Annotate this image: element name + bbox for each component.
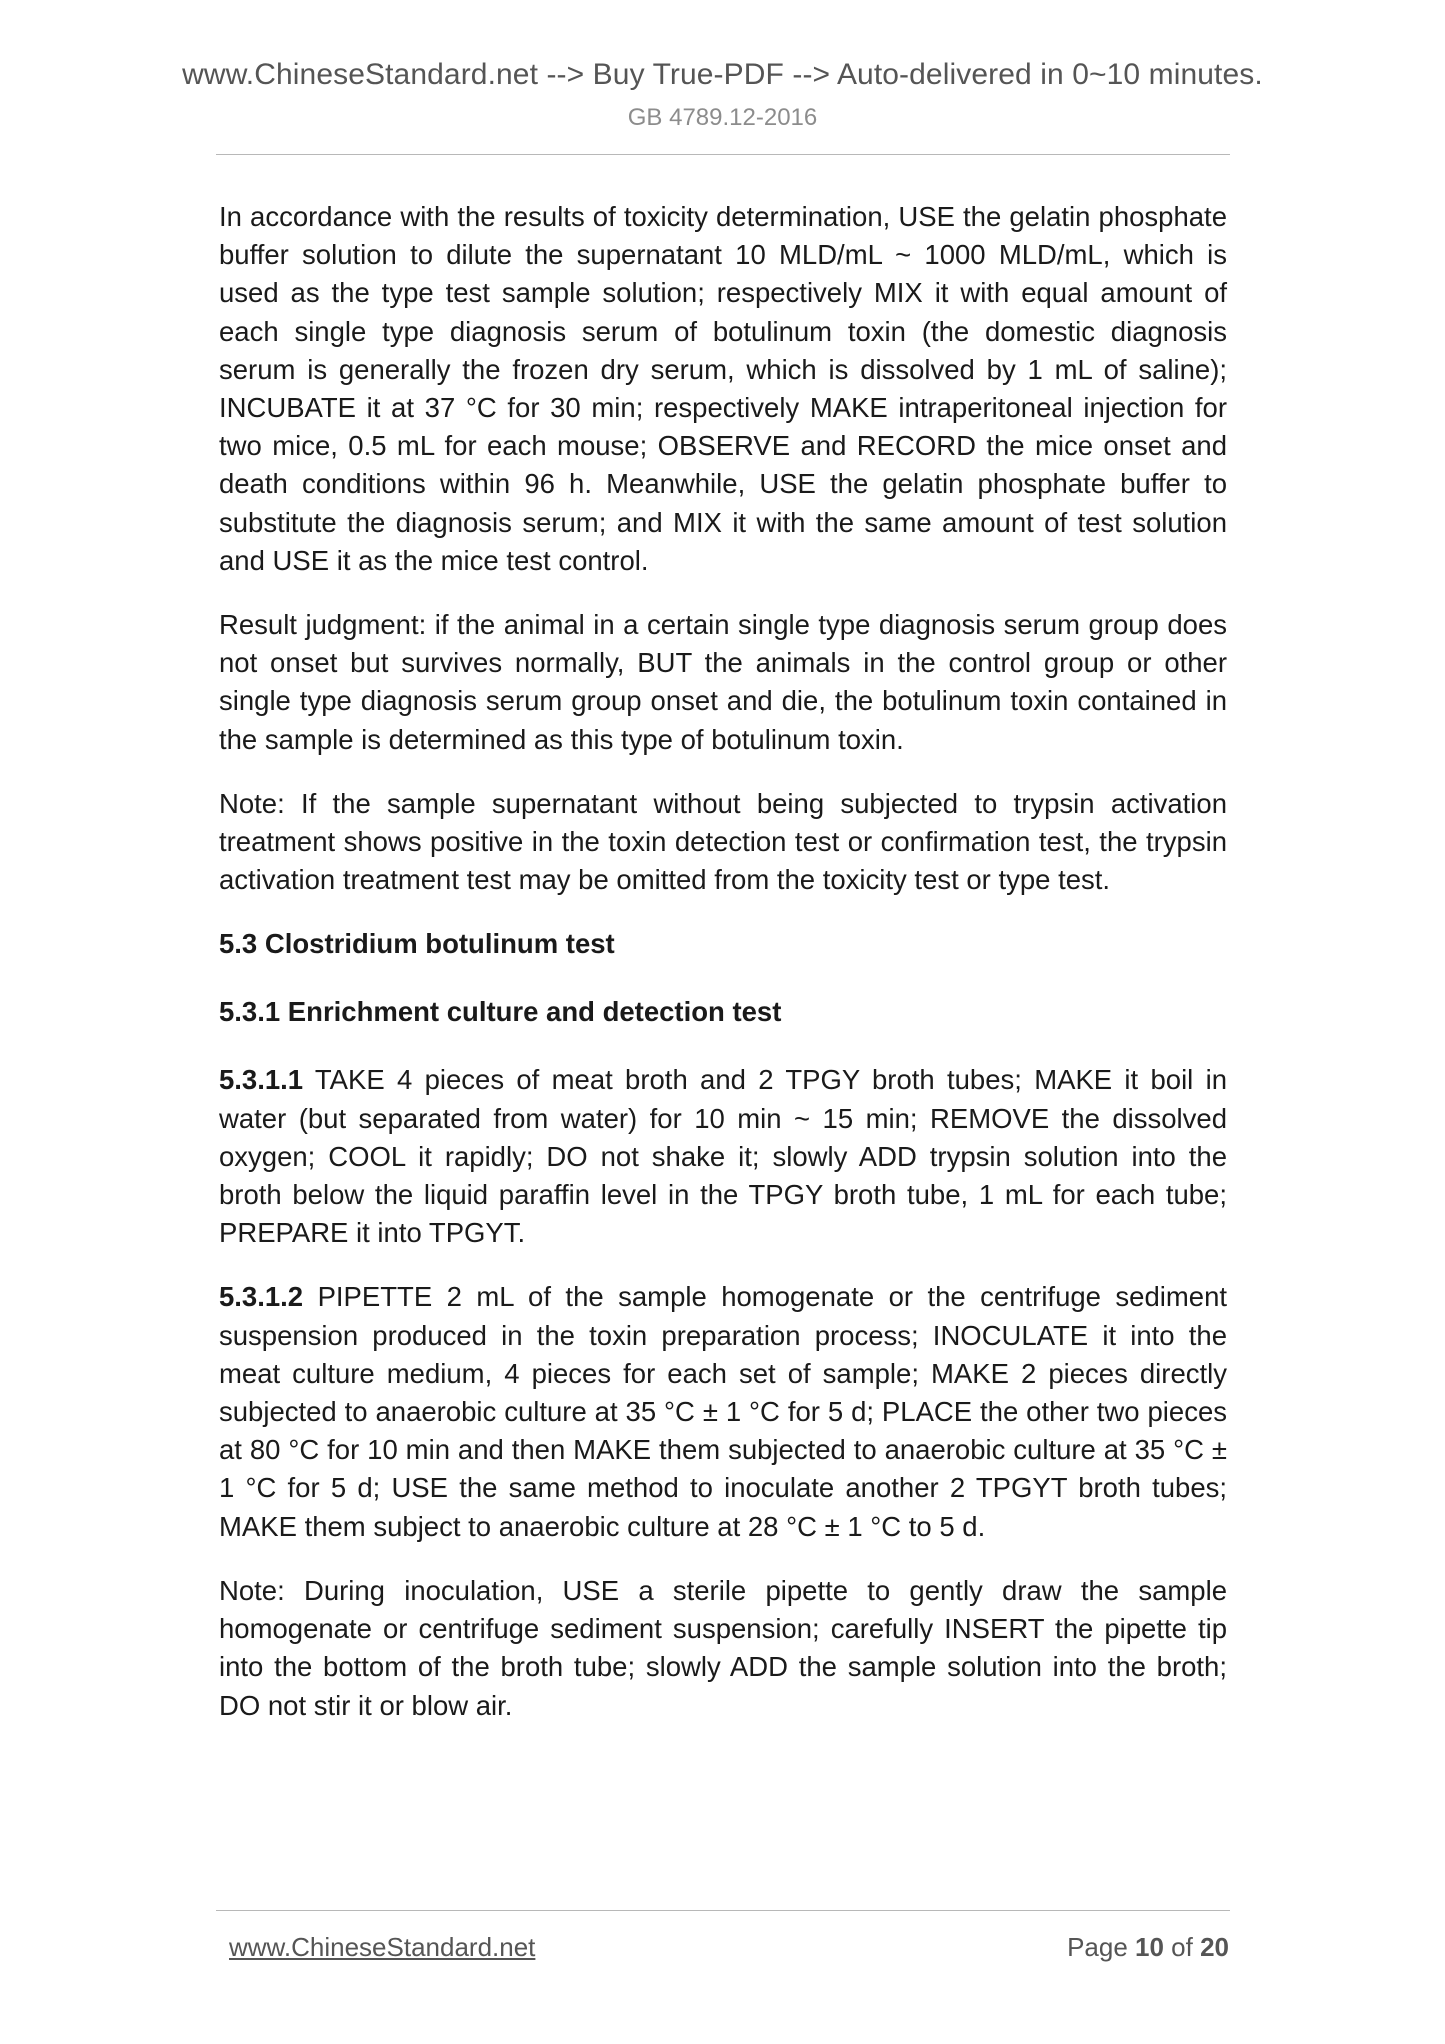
clause-5-3-1-1	[219, 1061, 1227, 1252]
clause-text: TAKE 4 pieces of meat broth and 2 TPGY broth tubes; MAKE it boil in water (but separated from water) for 10 min ~ 15 min; REMOVE the dissolved oxygen; COOL it rapidly; DO not shake it; slowly ADD trypsin solution into the broth below the liquid paraffin level in the TPGY broth tube, 1 mL for each tube; PREPARE it into TPGYT.	[219, 1064, 1227, 1249]
header-divider	[216, 154, 1230, 155]
paragraph-note-inoculation: Note: During inoculation, USE a sterile pipette to gently draw the sample homogenate or centrifuge sediment suspension; carefully INSERT the pipette tip into the bottom of the broth tube; slowly ADD the sample solution into the broth; DO not stir it or blow air.	[219, 1574, 1227, 1721]
footer-website-link[interactable]: www.ChineseStandard.net	[229, 1932, 536, 1962]
page-of-label: of	[1163, 1932, 1201, 1962]
section-heading-5-3: 5.3 Clostridium botulinum test	[219, 928, 615, 960]
clause-5-3-1-2	[219, 1278, 1227, 1545]
page-label: Page	[1067, 1932, 1136, 1962]
paragraph-result-judgment: Result judgment: if the animal in a certain single type diagnosis serum group does not onset but survives normally, BUT the animals in the control group or other single type diagnosis serum group onset and die, the botulinum toxin contained in the sample is determined as this type of botulinum toxin.	[219, 609, 1227, 755]
clause-number: 5.3.1.2	[219, 1281, 304, 1313]
clause-text: PIPETTE 2 mL of the sample homogenate or the centrifuge sediment suspension produced in the toxin preparation process; INOCULATE it into the meat culture medium, 4 pieces for each set of sample; MAKE 2 pieces directly subjected to anaerobic culture at 35 °C ± 1 °C for 5 d; PLACE the other two pieces at 80 °C for 10 min and then MAKE them subjected to anaerobic culture at 35 °C ± 1 °C for 5 d; USE the same method to inoculate another 2 TPGYT broth tubes; MAKE them subject to anaerobic culture at 28 °C ± 1 °C to 5 d.	[219, 1281, 1227, 1542]
page-total: 20	[1200, 1932, 1229, 1962]
document-body	[219, 198, 1227, 1751]
standard-code: GB 4789.12-2016	[627, 104, 818, 131]
footer-divider	[216, 1910, 1230, 1911]
section-heading-5-3-1: 5.3.1 Enrichment culture and detection test	[219, 996, 782, 1028]
paragraph-type-test: In accordance with the results of toxicity determination, USE the gelatin phosphate buffer solution to dilute the supernatant 10 MLD/mL ~ 1000 MLD/mL, which is used as the type test sample solution; respectively MIX it with equal amount of each single type diagnosis serum of botulinum toxin (the domestic diagnosis serum is generally the frozen dry serum, which is dissolved by 1 mL of saline); INCUBATE it at 37 °C for 30 min; respectively MAKE intraperitoneal injection for two mice, 0.5 mL for each mouse; OBSERVE and RECORD the mice onset and death conditions within 96 h. Meanwhile, USE the gelatin phosphate buffer to substitute the diagnosis serum; and MIX it with the same amount of test solution and USE it as the mice test control.	[219, 201, 1227, 576]
page-current: 10	[1135, 1932, 1164, 1962]
page-number	[1065, 1932, 1229, 1963]
header-banner: www.ChineseStandard.net --> Buy True-PDF --> Auto-delivered in 0~10 minutes.	[182, 58, 1263, 91]
paragraph-note-trypsin: Note: If the sample supernatant without being subjected to trypsin activation treatment shows positive in the toxin detection test or confirmation test, the trypsin activation treatment test may be omitted from the toxicity test or type test.	[219, 787, 1227, 896]
clause-number: 5.3.1.1	[219, 1064, 304, 1096]
